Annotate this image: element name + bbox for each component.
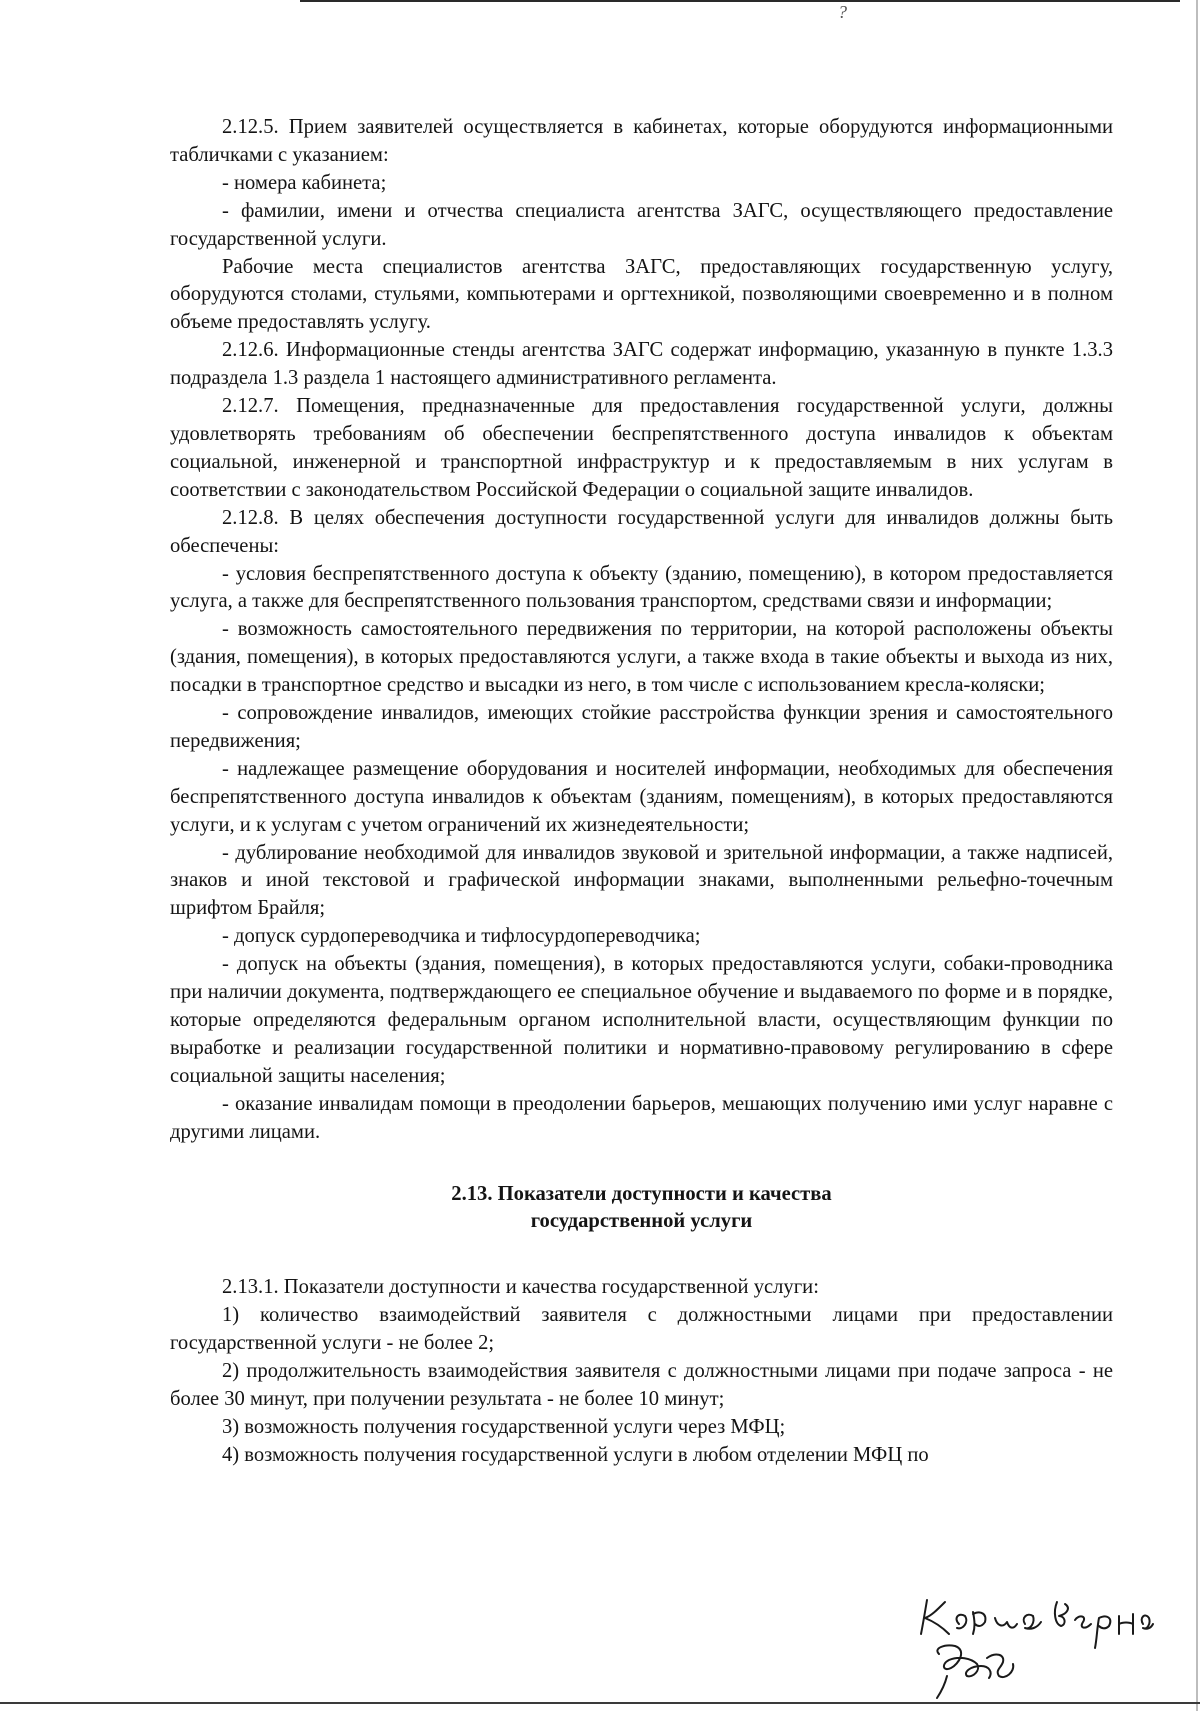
section-heading-line-2: государственной услуги — [530, 1210, 753, 1233]
list-item: - допуск сурдопереводчика и тифлосурдопереводчика; — [222, 925, 701, 948]
list-item: - допуск на объекты (здания, помещения), в которых предоставляются услуги, собаки-проводника при наличии документа, подтверждающего ее специальное обучение и выдаваемого по форме и в порядке, которые определяются федеральным органом исполнительной власти, осуществляющим функции по выработке и реализации государственной политики и нормативно-правовому регулированию в сфере социальной защиты населения; — [170, 953, 1113, 1087]
list-item: - надлежащее размещение оборудования и носителей информации, необходимых для обеспечения беспрепятственного доступа инвалидов к объектам (зданиям, помещениям), в которых предоставляются услуги, и к услугам с учетом ограничений их жизнедеятельности; — [170, 757, 1113, 836]
paragraph-2-12-8: 2.12.8. В целях обеспечения доступности государственной услуги для инвалидов должны быть обеспечены: — [170, 506, 1113, 557]
paragraph-2-12-5: 2.12.5. Прием заявителей осуществляется в кабинетах, которые оборудуются информационными табличками с указанием: — [170, 116, 1113, 166]
paragraph-2-12-7: 2.12.7. Помещения, предназначенные для предоставления государственной услуги, должны удовлетворять требованиям об обеспечении беспрепятственного доступа инвалидов к объектам социальной, инженерной и транспортной инфраструктур и к предоставляемым в них услугам в соответствии с законодательством Российской Федерации о социальной защите инвалидов. — [170, 395, 1113, 501]
list-item: - фамилии, имени и отчества специалиста агентства ЗАГС, осуществляющего предоставление государственной услуги. — [170, 199, 1113, 250]
list-item: - условия беспрепятственного доступа к объекту (зданию, помещению), в котором предоставляется услуга, а также для беспрепятственного пользования транспортом, средствами связи и информации; — [170, 562, 1113, 613]
list-item: - номера кабинета; — [222, 171, 387, 194]
scan-right-edge — [1196, 0, 1198, 1711]
list-item: - дублирование необходимой для инвалидов звуковой и зрительной информации, а также надписей, знаков и иной текстовой и графической информации знаками, выполненными рельефно-точечным шрифтом Брайля; — [170, 841, 1113, 920]
list-item: - возможность самостоятельного передвижения по территории, на которой расположены объекты (здания, помещения), в которых предоставляются услуги, а также входа в такие объекты и выхода из них, посадки в транспортное средство и высадки из него, в том числе с использованием кресла-коляски; — [170, 618, 1113, 697]
scan-bottom-border — [0, 1702, 1200, 1704]
document-body — [170, 114, 1113, 1470]
page-mark: ? — [838, 2, 847, 22]
scan-top-border — [300, 0, 1180, 2]
section-heading-2-13 — [170, 1181, 1113, 1237]
paragraph-2-12-6: 2.12.6. Информационные стенды агентства ЗАГС содержат информацию, указанную в пункте 1.3.3 подраздела 1.3 раздела 1 настоящего административного регламента. — [170, 339, 1113, 390]
paragraph-2-13-1: 2.13.1. Показатели доступности и качества государственной услуги: — [222, 1276, 819, 1299]
list-item-4: 4) возможность получения государственной услуги в любом отделении МФЦ по — [222, 1443, 929, 1466]
paragraph: Рабочие места специалистов агентства ЗАГС, предоставляющих государственную услугу, оборудуются столами, стульями, компьютерами и оргтехникой, позволяющими своевременно и в полном объеме предоставлять услугу. — [170, 255, 1113, 334]
list-item-3: 3) возможность получения государственной услуги через МФЦ; — [222, 1415, 786, 1438]
list-item-1: 1) количество взаимодействий заявителя с должностными лицами при предоставлении государственной услуги - не более 2; — [170, 1304, 1113, 1355]
handwritten-signature — [915, 1572, 1155, 1702]
section-heading-line-1: 2.13. Показатели доступности и качества — [451, 1182, 832, 1205]
list-item: - сопровождение инвалидов, имеющих стойкие расстройства функции зрения и самостоятельного передвижения; — [170, 702, 1113, 752]
list-item: - оказание инвалидам помощи в преодолении барьеров, мешающих получению ими услуг наравне с другими лицами. — [170, 1092, 1113, 1143]
list-item-2: 2) продолжительность взаимодействия заявителя с должностными лицами при подаче запроса - не более 30 минут, при получении результата - не более 10 минут; — [170, 1360, 1113, 1410]
